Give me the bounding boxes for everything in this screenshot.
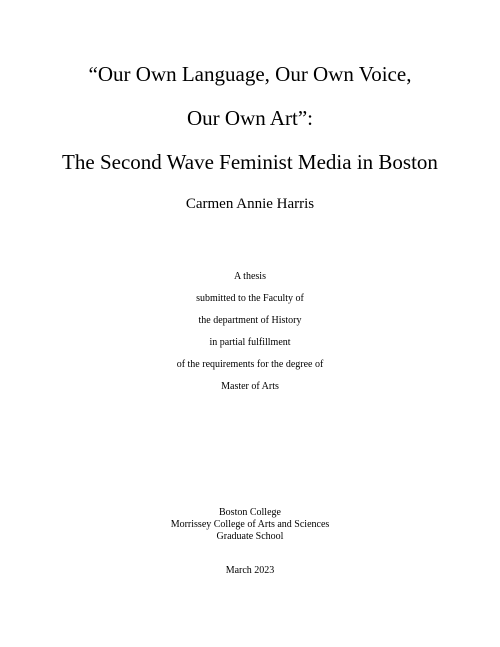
submission-line: in partial fulfillment xyxy=(209,337,291,348)
school-name: Graduate School xyxy=(216,531,284,542)
degree-name: Master of Arts xyxy=(221,381,279,392)
college-name: Morrissey College of Arts and Sciences xyxy=(170,519,330,530)
submission-line: submitted to the Faculty of xyxy=(196,293,304,304)
submission-line: the department of History xyxy=(198,315,302,326)
thesis-title-line-3: The Second Wave Feminist Media in Boston xyxy=(62,150,438,174)
submission-line: of the requirements for the degree of xyxy=(176,359,324,370)
submission-line: A thesis xyxy=(234,271,266,282)
thesis-title-line-1: “Our Own Language, Our Own Voice, xyxy=(88,62,412,86)
thesis-title-line-2: Our Own Art”: xyxy=(187,106,313,130)
submission-date: March 2023 xyxy=(225,565,275,576)
author-name: Carmen Annie Harris xyxy=(185,196,315,212)
institution-name: Boston College xyxy=(219,507,281,518)
